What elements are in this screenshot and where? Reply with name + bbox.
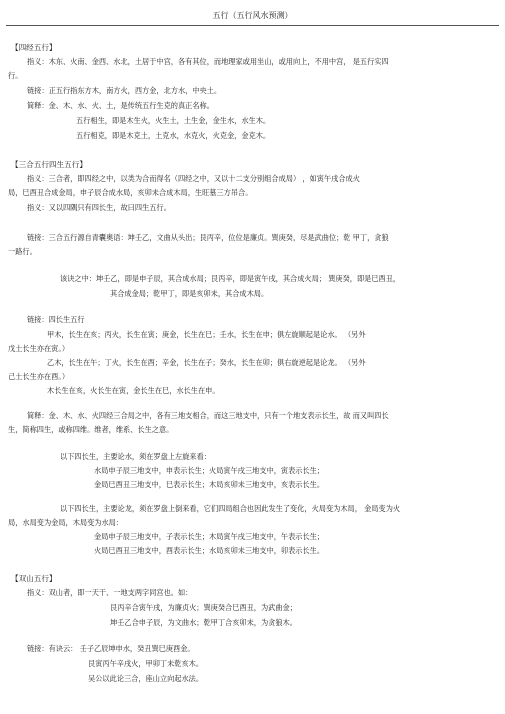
text-line: 甲木，长生在亥；丙火，长生在寅；庚金，长生在巳；壬水，长生在申；俱左旋顺起是论水。 （另外 bbox=[47, 330, 366, 339]
text-line: 该诀之中：坤壬乙，即是申子辰，其合成水局；艮丙辛，即是寅午戌，其合成火局； 巽庚癸，即是巳酉丑， bbox=[60, 274, 401, 283]
text-line: 一路行。 bbox=[8, 247, 37, 256]
text-line: 火局巳酉丑三地支中，酉表示长生；水局亥卯未三地支中，卯表示长生。 bbox=[94, 546, 325, 555]
section-heading: 【双山五行】 bbox=[11, 574, 57, 583]
text-line: 金局申子辰三地支中，子表示长生；木局寅午戌三地支中，午表示长生； bbox=[94, 532, 325, 541]
text-line: 乙木，长生在午；丁火，长生在酉；辛金，长生在子；癸水，长生在卯；俱右旋逆起是论龙。 （另外 bbox=[47, 358, 366, 367]
text-line: 链接：四长生五行 bbox=[27, 315, 85, 324]
text-line: 以下四长生，主要论水，须在罗盘上左旋来看： bbox=[60, 452, 211, 461]
page-title: 五行（五行风水预测） bbox=[212, 11, 293, 20]
text-line: 五行相克，即是木克土，土克水，水克火，火克金，金克木。 bbox=[76, 131, 271, 140]
text-line: 水局申子辰三地支中，申表示长生；火局寅午戌三地支中，寅表示长生； bbox=[94, 466, 325, 475]
text-line: 简释：金、木、水、火、土，是传统五行生克的真正名称。 bbox=[27, 101, 214, 110]
text-line: 局，水局变为金局，木局变为水局： bbox=[8, 518, 124, 527]
text-line: 金局巳酉丑三地支中，巳表示长生；木局亥卯未三地支中，亥表示长生。 bbox=[94, 480, 325, 489]
text-line: 以下四长生，主要论龙，须在罗盘上倒来看，它们四局组合也因此发生了变化，火局变为木局， 金局变为火 bbox=[60, 504, 401, 513]
text-line: 局，巳酉丑合成金局，申子辰合成水局，亥卯未合成木局，生旺墓三方吊合。 bbox=[8, 188, 253, 197]
text-line: 五行相生，即是木生火，火生土，土生金，金生水，水生木。 bbox=[76, 116, 271, 125]
text-line: 指义：木东、火南、金西、水北，土居于中宫，各有其位，而地理家或用坐山，或用向上，不用中宫， 是五行实四 bbox=[27, 57, 389, 66]
text-line: 链接：有诀云： 壬子乙辰坤申水，癸丑巽巳庚酉金。 bbox=[27, 644, 195, 653]
text-line: 指义：又以四隅只有四长生，故曰四生五行。 bbox=[27, 203, 171, 212]
text-line: 链接：正五行指东方木，南方火，西方金，北方水，中央土。 bbox=[27, 86, 222, 95]
text-line: 简释：金、木、水、火四经三合局之中，各有三地支相合，而这三地支中，只有一个地支表示长生，故 而又叫四长 bbox=[27, 411, 389, 420]
text-line: 生，简称四生，或称四维。维者，维系、长生之意。 bbox=[8, 425, 174, 434]
section-heading: 【四经五行】 bbox=[11, 43, 57, 52]
section-heading: 【三合五行四生五行】 bbox=[11, 160, 87, 169]
text-line: 其合成金局；乾甲丁，即是亥卯未，其合成木局。 bbox=[110, 289, 269, 298]
text-line: 指义：双山者，即一天干、一地支两字同宫也。如： bbox=[27, 588, 193, 597]
text-line: 艮寅丙午辛戌火，甲卯丁未乾亥木。 bbox=[88, 659, 204, 668]
text-line: 戊土长生亦在寅。） bbox=[8, 344, 70, 353]
text-line: 艮丙辛合寅午戌，为廉贞火；巽庚癸合巳酉丑，为武曲金； bbox=[110, 603, 297, 612]
text-line: 行。 bbox=[8, 71, 23, 80]
text-line: 指义：三合者，即四经之中，以类为合而得名（四经之中，又以十二支分别组合成局） ，如寅午戌合成火 bbox=[27, 174, 360, 183]
text-line: 坤壬乙合申子辰，为文曲水；乾甲丁合亥卯未，为贪狼木。 bbox=[110, 618, 297, 627]
text-line: 链接：三合五行源自青囊奥语：坤壬乙，文曲从头出；艮丙辛，位位是廉贞。巽庚癸，尽是武曲位；乾 甲丁，贪狼 bbox=[27, 233, 389, 242]
text-line: 己土长生亦在酉。） bbox=[8, 372, 70, 381]
text-line: 木长生在亥，火长生在寅，金长生在巳，水长生在申。 bbox=[47, 386, 220, 395]
text-line: 吴公以此论三合，座山立向起水法。 bbox=[88, 674, 204, 683]
title-divider bbox=[6, 25, 499, 26]
